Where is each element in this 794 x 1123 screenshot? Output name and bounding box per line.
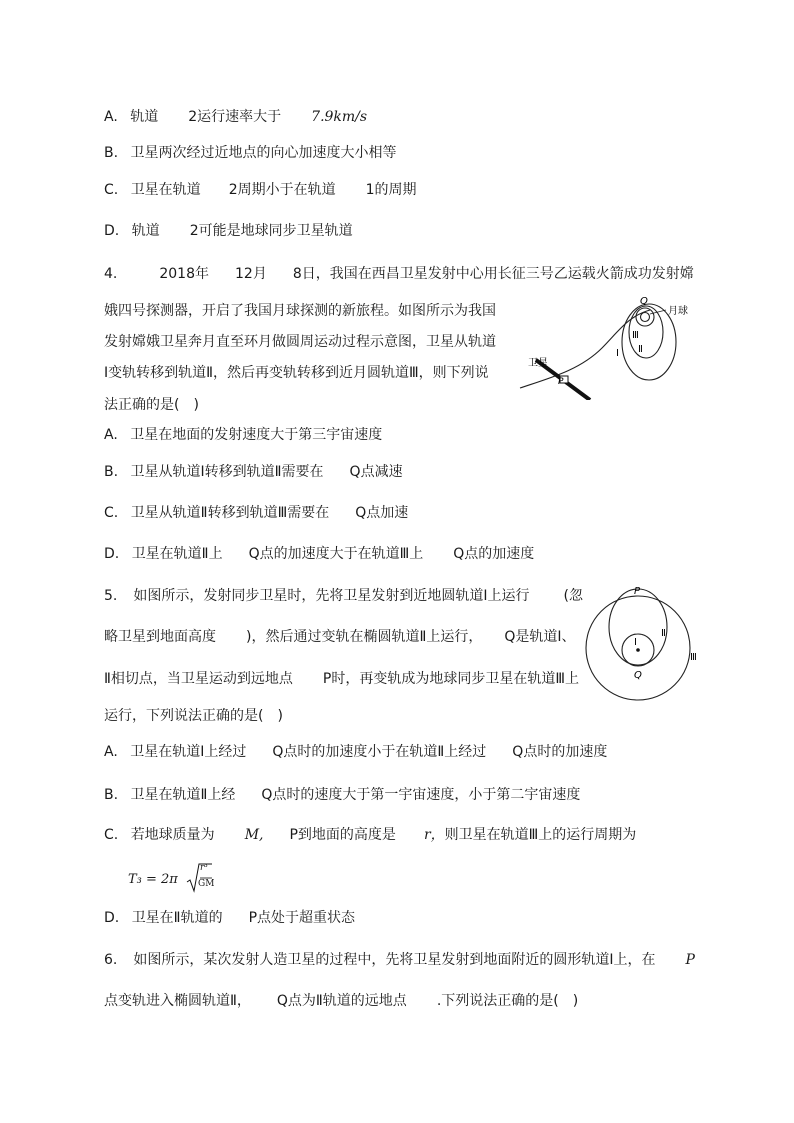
q3-option-b xyxy=(104,144,397,162)
label-moon: 月球 xyxy=(668,306,688,317)
mass-symbol: M, xyxy=(244,827,264,843)
q5-line-2 xyxy=(104,628,576,646)
label-orbit-i: Ⅰ xyxy=(616,348,619,359)
option-text: P到地面的高度是 xyxy=(289,827,396,843)
q3-option-c xyxy=(104,181,417,199)
option-text: 卫星从轨道Ⅱ转移到轨道Ⅲ需要在 xyxy=(130,505,330,521)
option-label: A. xyxy=(104,109,118,125)
question-text: Q点为Ⅱ轨道的远地点 xyxy=(276,993,407,1009)
option-label: B. xyxy=(104,787,119,803)
q4-line-5: 法正确的是( ) xyxy=(104,397,199,413)
option-label: D. xyxy=(104,546,120,562)
option-text: 卫星在轨道Ⅱ上经 xyxy=(130,787,236,803)
option-text: Q点时的加速度 xyxy=(512,744,608,760)
q4-option-d xyxy=(104,545,534,563)
formula-numerator: r³ xyxy=(200,863,208,873)
option-text: Q点减速 xyxy=(349,464,403,480)
option-text: 2运行速率大于 xyxy=(188,109,282,125)
option-label: D. xyxy=(104,910,120,926)
formula-lhs: T₃ = 2π xyxy=(128,872,178,887)
question-number: 4. xyxy=(104,266,118,282)
option-label: C. xyxy=(104,182,119,198)
question-text: Q是轨道Ⅰ、 xyxy=(504,629,576,645)
label-p: P xyxy=(634,586,641,597)
option-text: 卫星在轨道Ⅰ上经过 xyxy=(130,744,247,760)
option-text: Q点时的速度大于第一宇宙速度，小于第二宇宙速度 xyxy=(261,787,581,803)
question-text: 略卫星到地面高度 xyxy=(104,629,216,645)
height-symbol: r， xyxy=(423,827,445,843)
option-label: A. xyxy=(104,427,118,443)
option-text: 则卫星在轨道Ⅲ上的运行周期为 xyxy=(444,827,637,843)
option-text: 卫星在轨道Ⅱ上 xyxy=(131,546,223,562)
option-text: Q点时的加速度小于在轨道Ⅱ上经过 xyxy=(272,744,487,760)
q6-line-1 xyxy=(104,951,695,969)
q5-option-a xyxy=(104,743,607,761)
q5-line-3 xyxy=(104,670,579,688)
option-text: 轨道 xyxy=(130,109,159,125)
sqrt-sign xyxy=(186,862,215,894)
label-satellite: 卫星 xyxy=(528,358,548,369)
question-text: 点变轨进入椭圆轨道Ⅱ， xyxy=(104,993,251,1009)
q3-option-a xyxy=(104,108,367,126)
moon-orbit-diagram xyxy=(510,288,700,400)
earth-orbit-diagram xyxy=(584,584,704,704)
q4-option-a xyxy=(104,426,382,444)
option-text: Q点的加速度大于在轨道Ⅲ上 xyxy=(248,546,424,562)
q5-option-c xyxy=(104,826,636,844)
option-text: 2可能是地球同步卫星轨道 xyxy=(189,223,353,239)
label-q: Q xyxy=(634,670,642,681)
option-label: C. xyxy=(104,827,119,843)
option-text: 1的周期 xyxy=(365,182,417,198)
question-text: 12月 xyxy=(235,266,267,282)
q4-line-3: 发射嫦娥卫星奔月直至环月做圆周运动过程示意图，卫星从轨道 xyxy=(104,334,496,350)
label-orbit-ii: Ⅱ xyxy=(638,344,643,355)
option-text: 卫星在轨道 xyxy=(130,182,201,198)
option-label: B. xyxy=(104,464,119,480)
question-text: (忽 xyxy=(563,588,583,604)
option-text: 卫星两次经过近地点的向心加速度大小相等 xyxy=(130,145,397,161)
label-orbit-ii: Ⅱ xyxy=(661,628,666,639)
q5-option-b xyxy=(104,786,580,804)
option-text: 卫星从轨道Ⅰ转移到轨道Ⅱ需要在 xyxy=(130,464,324,480)
question-text: P时，再变轨成为地球同步卫星在轨道Ⅲ上 xyxy=(322,671,579,687)
option-text: 轨道 xyxy=(131,223,160,239)
q4-option-b xyxy=(104,463,403,481)
question-text: 如图所示，某次发射人造卫星的过程中，先将卫星发射到地面附近的圆形轨道Ⅰ上，在 xyxy=(133,952,656,968)
option-text: Q点加速 xyxy=(355,505,409,521)
option-text: Q点的加速度 xyxy=(453,546,535,562)
question-text: Ⅱ相切点，当卫星运动到远地点 xyxy=(104,671,293,687)
option-label: D. xyxy=(104,223,120,239)
option-text: 卫星在地面的发射速度大于第三宇宙速度 xyxy=(130,427,383,443)
q4-line-1 xyxy=(104,265,694,283)
label-orbit-i: Ⅰ xyxy=(634,637,637,648)
question-text: 如图所示，发射同步卫星时，先将卫星发射到近地圆轨道Ⅰ上运行 xyxy=(133,588,530,604)
option-label: C. xyxy=(104,505,119,521)
q5-option-d xyxy=(104,909,355,927)
q6-line-2 xyxy=(104,992,578,1010)
question-number: 5. xyxy=(104,588,118,604)
option-label: A. xyxy=(104,744,118,760)
label-orbit-iii: Ⅲ xyxy=(690,652,697,663)
question-text: )，然后通过变轨在椭圆轨道Ⅱ上运行， xyxy=(246,629,483,645)
option-text: 卫星在Ⅱ轨道的 xyxy=(131,910,223,926)
q5-line-1 xyxy=(104,587,583,605)
question-text: 2018年 xyxy=(159,266,209,282)
label-orbit-iii: Ⅲ xyxy=(632,330,639,341)
option-label: B. xyxy=(104,145,119,161)
question-text: P xyxy=(685,952,695,968)
question-text: 8日，我国在西昌卫星发射中心用长征三号乙运载火箭成功发射嫦 xyxy=(292,266,694,282)
q4-line-2: 娥四号探测器，开启了我国月球探测的新旅程。如图所示为我国 xyxy=(104,303,496,319)
option-text: 2周期小于在轨道 xyxy=(228,182,336,198)
speed-value: 7.9km/s xyxy=(311,109,368,125)
option-text: 若地球质量为 xyxy=(130,827,215,843)
q4-option-c xyxy=(104,504,408,522)
q5-line-4: 运行，下列说法正确的是( ) xyxy=(104,708,283,724)
q3-option-d xyxy=(104,222,353,240)
option-text: P点处于超重状态 xyxy=(248,910,356,926)
formula-denominator: GM xyxy=(198,879,215,889)
question-text: .下列说法正确的是( ) xyxy=(436,993,579,1009)
label-p: P xyxy=(558,377,564,387)
label-q: Q xyxy=(640,296,648,307)
q4-line-4: Ⅰ变轨转移到轨道Ⅱ，然后再变轨转移到近月圆轨道Ⅲ，则下列说 xyxy=(104,365,489,381)
question-number: 6. xyxy=(104,952,118,968)
